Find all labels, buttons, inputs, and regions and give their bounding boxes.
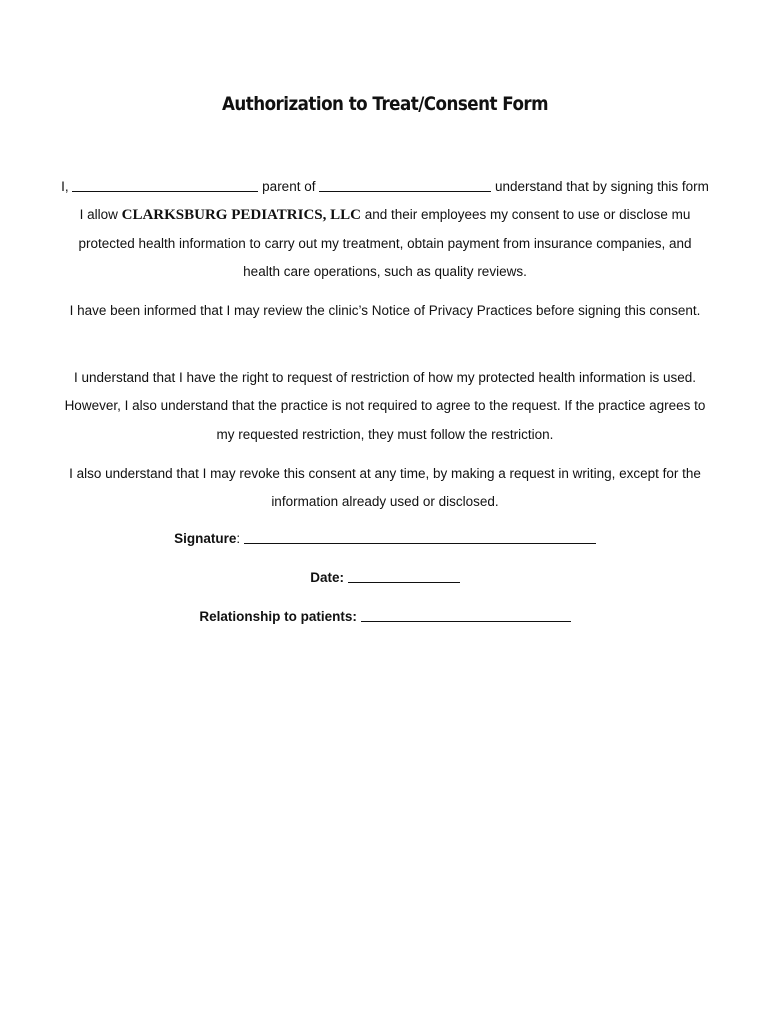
restriction-paragraph: I understand that I have the right to request of restriction of how my protected health information is used. However, I also understand that the practice is not required to agree to the request. If the practice agrees to my requested restriction, they must follow the restriction.	[64, 370, 706, 442]
relationship-field	[0, 609, 770, 624]
date-line[interactable]	[348, 570, 460, 583]
document-title: Authorization to Treat/Consent Form	[221, 93, 549, 115]
signature-label: Signature	[174, 531, 237, 546]
signature-line[interactable]	[244, 531, 596, 544]
intro-parent-of: parent of	[262, 179, 316, 194]
revoke-paragraph: I also understand that I may revoke this consent at any time, by making a request in writing, except for the information already used or disclosed.	[69, 466, 701, 510]
date-field	[0, 570, 770, 585]
intro-i: I,	[61, 179, 69, 194]
intro-paragraph	[60, 173, 710, 286]
signature-field	[0, 531, 770, 546]
child-name-blank[interactable]	[319, 179, 491, 192]
privacy-notice-paragraph: I have been informed that I may review the clinic’s Notice of Privacy Practices before signing this consent.	[69, 303, 701, 318]
signature-colon: :	[236, 531, 241, 546]
date-label: Date:	[310, 570, 344, 585]
name-blank[interactable]	[72, 179, 258, 192]
intro-understand: understand that by signing this form I allow	[79, 179, 709, 223]
intro-rest: and their employees my consent to use or disclose mu protected health information to carry out my treatment, obtain payment from insurance companies, and health care operations, such as quality reviews.	[78, 207, 692, 279]
organization-name: CLARKSBURG PEDIATRICS, LLC	[121, 207, 361, 224]
relationship-label: Relationship to patients:	[199, 609, 357, 624]
relationship-line[interactable]	[361, 609, 571, 622]
